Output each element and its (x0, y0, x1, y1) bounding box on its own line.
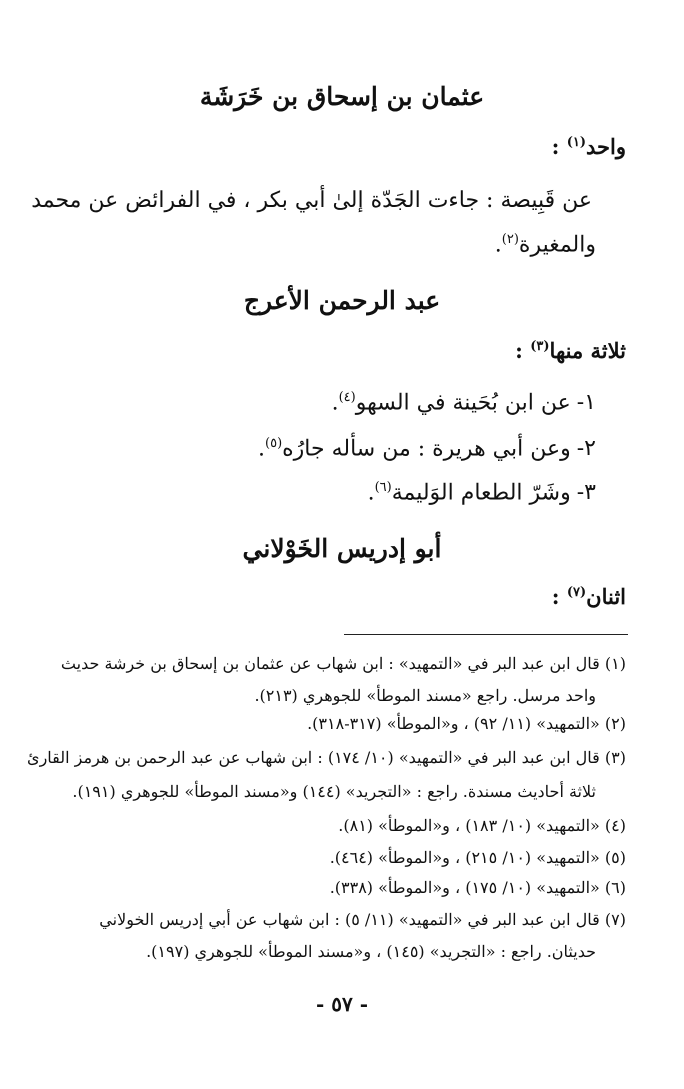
footnote-number: (٥) (604, 848, 626, 867)
list-item (332, 390, 596, 415)
footnote-text: قال ابن عبد البر في «التمهيد» : ابن شهاب عن عثمان بن إسحاق بن خرشة حديث (60, 654, 600, 673)
sentence-end: . (494, 232, 502, 258)
footnote-number: (٧) (604, 910, 626, 929)
sentence-end: . (331, 390, 339, 416)
label-colon: : (515, 338, 531, 363)
footnote-number: (٢) (604, 714, 626, 733)
footnote (99, 910, 626, 929)
footnote (330, 848, 626, 867)
footnote-text: قال ابن عبد البر في «التمهيد» (١٠/ ١٧٤) : ابن شهاب عن عبد الرحمن بن هرمز القارئ (27, 748, 600, 767)
footnote-text: قال ابن عبد البر في «التمهيد» (١١/ ٥) : ابن شهاب عن أبي إدريس الخولاني (99, 910, 600, 929)
section-label-khawlani (552, 584, 626, 609)
footnote-text: «التمهيد» (١٠/ ٢١٥) ، و«الموطأ» (٤٦٤). (329, 848, 600, 867)
footnote (307, 714, 626, 733)
footnote-text: «التمهيد» (١١/ ٩٢) ، و«الموطأ» (٣١٧-٣١٨). (307, 714, 600, 733)
footnote-ref: (٧) (566, 585, 587, 600)
label-colon: : (551, 134, 567, 159)
footnote-continuation: واحد مرسل. راجع «مسند الموطأ» للجوهري (٢١٣). (254, 686, 596, 705)
footnote-divider (344, 634, 628, 635)
footnote (338, 816, 626, 835)
item-number: ١- (576, 390, 596, 416)
body-text: والمغيرة (518, 232, 596, 258)
footnote-text: «التمهيد» (١٠/ ١٧٥) ، و«الموطأ» (٣٣٨). (329, 878, 600, 897)
item-text: عن ابن بُحَينة في السهو (355, 390, 571, 416)
footnote-ref: (١) (566, 135, 587, 150)
footnote-ref: (٦) (374, 480, 392, 495)
list-item (258, 436, 596, 461)
item-number: ٢- (576, 436, 596, 462)
footnote (27, 748, 626, 767)
footnote-continuation: حديثان. راجع : «التجريد» (١٤٥) ، و«مسند الموطأ» للجوهري (١٩٧). (146, 942, 596, 961)
section-label-araj (515, 338, 626, 363)
label-colon: : (551, 584, 567, 609)
footnote-number: (٣) (604, 748, 626, 767)
footnote-number: (٤) (604, 816, 626, 835)
footnote-ref: (٥) (265, 436, 283, 451)
footnote-continuation: ثلاثة أحاديث مسندة. راجع : «التجريد» (١٤٤) و«مسند الموطأ» للجوهري (١٩١). (72, 782, 596, 801)
sentence-end: . (367, 480, 375, 506)
body-line: عن قَبِيصة : جاءت الجَدّة إلىٰ أبي بكر ، في الفرائض عن محمد (31, 188, 592, 213)
body-line (495, 232, 596, 257)
sentence-end: . (258, 436, 265, 462)
label-text: واحد (586, 134, 626, 159)
footnote (61, 654, 626, 673)
footnote-ref: (٤) (338, 390, 356, 405)
label-text: ثلاثة منها (549, 338, 626, 363)
item-text: وعن أبي هريرة : من سأله جارُه (282, 436, 571, 462)
section-heading-araj: عبد الرحمن الأعرج (243, 286, 441, 315)
section-heading-uthman: عثمان بن إسحاق بن خَرَشَة (199, 82, 485, 111)
section-heading-khawlani: أبو إدريس الخَوْلاني (242, 534, 442, 563)
item-text: وشَرّ الطعام الوَليمة (391, 480, 571, 506)
footnote-number: (١) (604, 654, 626, 673)
footnote-number: (٦) (604, 878, 626, 897)
footnote-text: «التمهيد» (١٠/ ١٨٣) ، و«الموطأ» (٨١). (338, 816, 600, 835)
label-text: اثنان (586, 584, 626, 609)
footnote-ref: (٢) (501, 232, 519, 247)
list-item (368, 480, 596, 505)
section-label-uthman (552, 134, 626, 159)
footnote-ref: (٣) (530, 339, 550, 354)
page-number: - ٥٧ - (315, 992, 368, 1016)
footnote (330, 878, 626, 897)
item-number: ٣- (576, 480, 596, 506)
